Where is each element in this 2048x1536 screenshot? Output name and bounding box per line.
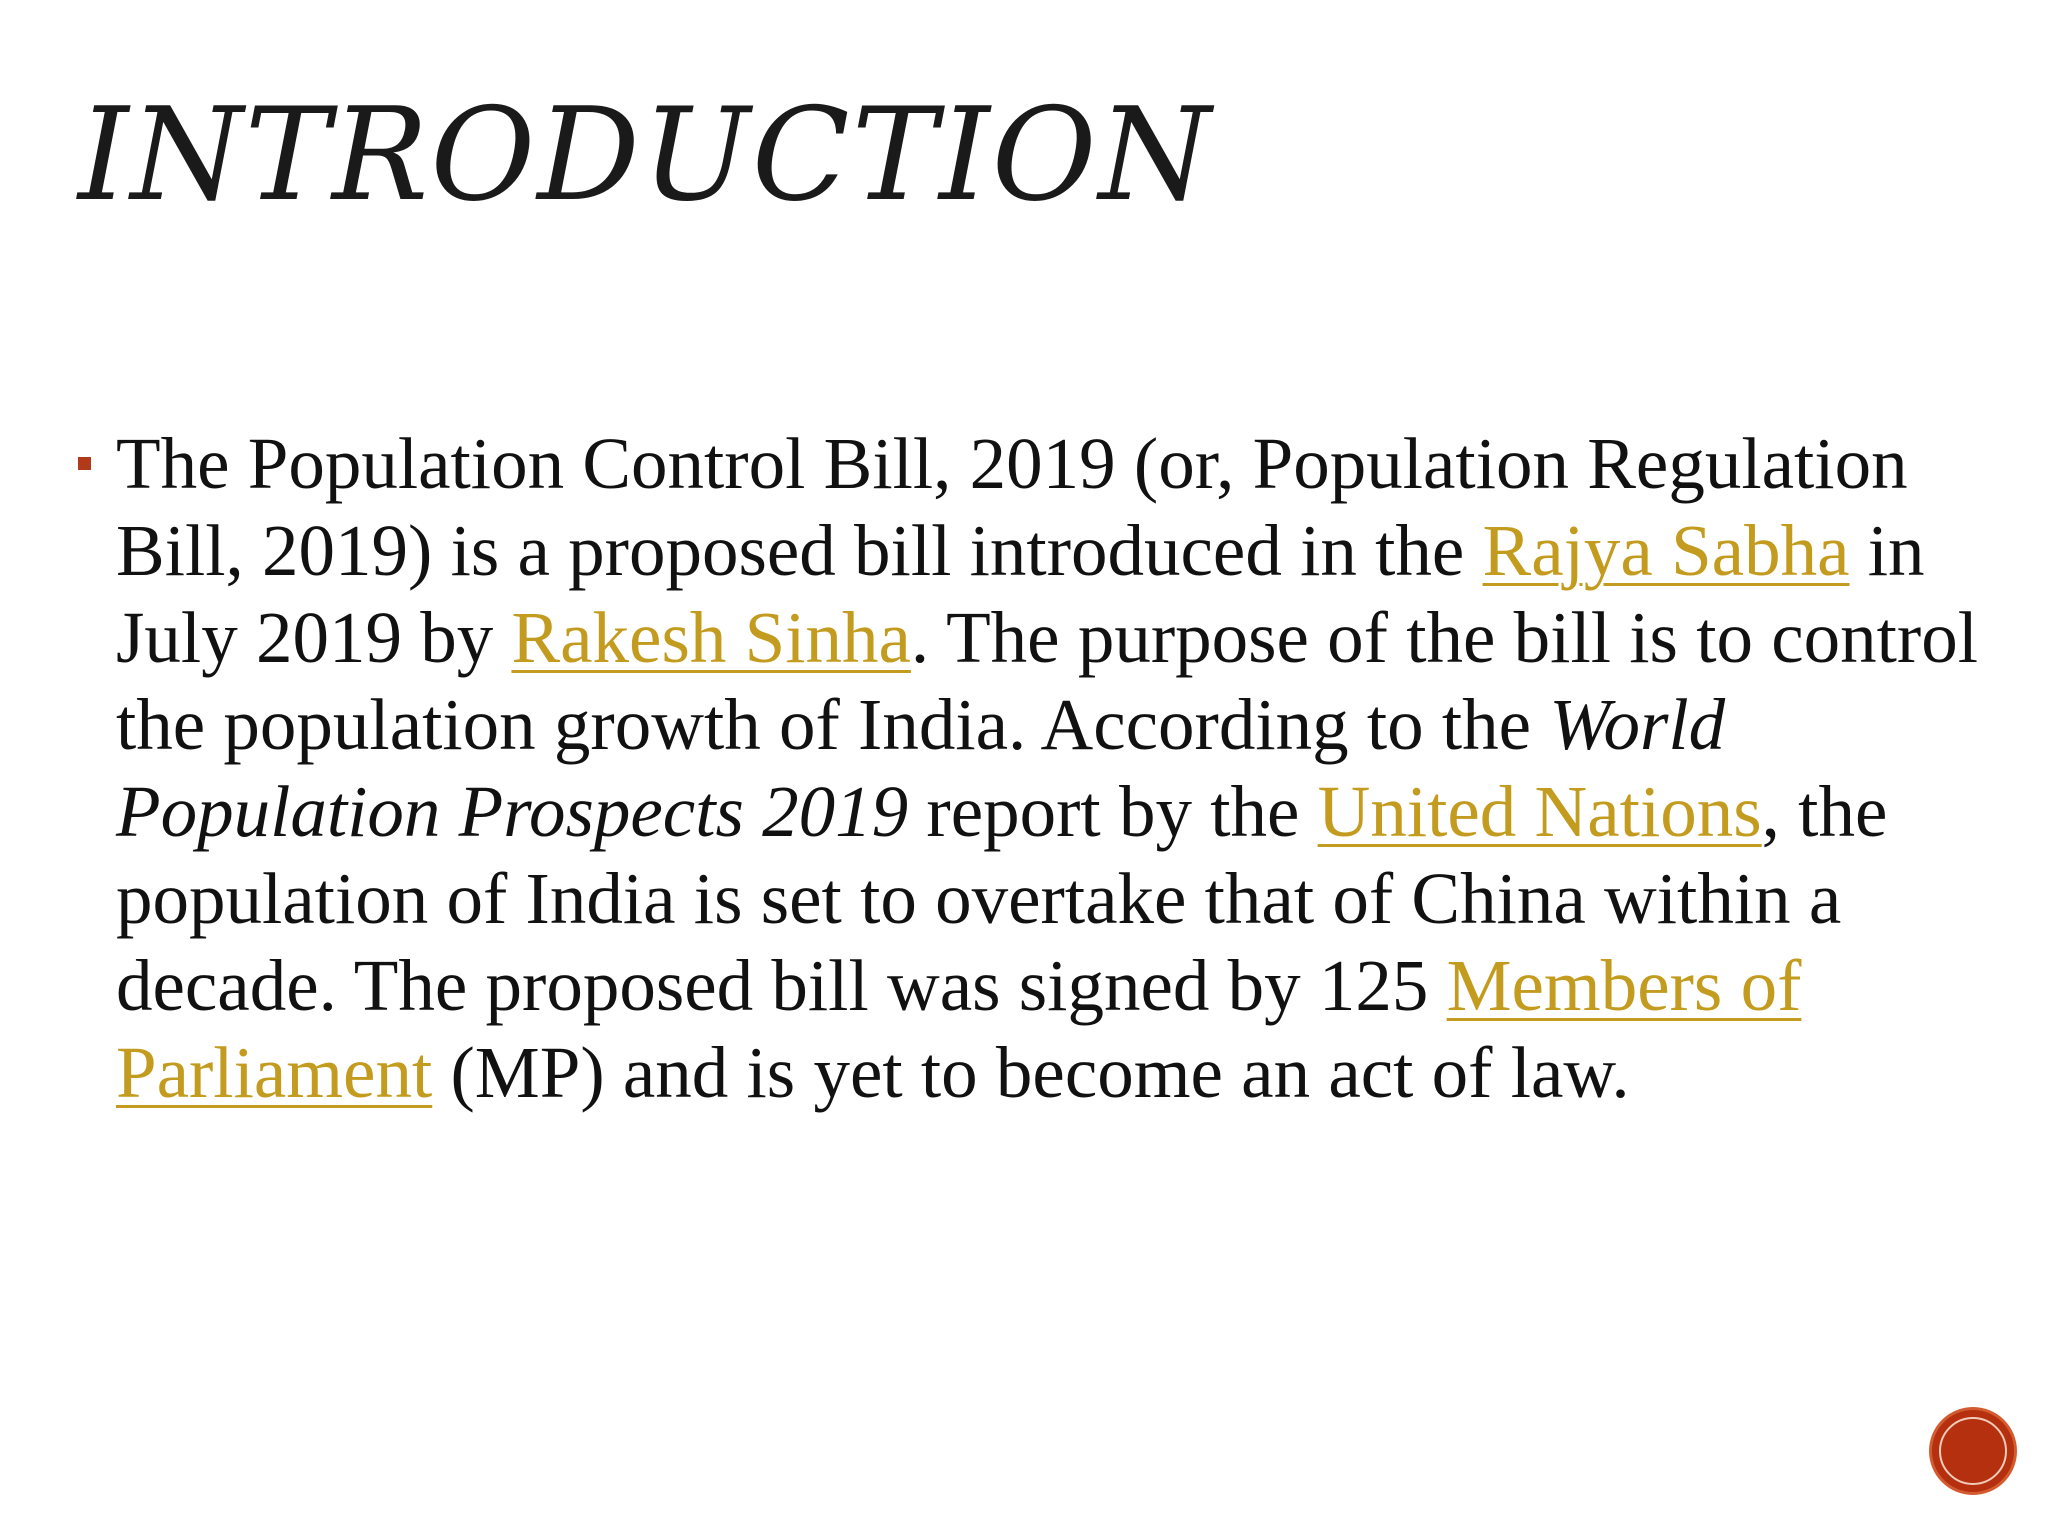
- link-members-of-parliament[interactable]: Members of Parliament: [116, 945, 1802, 1113]
- bullet-text-2: in July 2019 by: [116, 510, 1925, 678]
- bullet-item: [78, 420, 1998, 1116]
- bullet-text-6: (MP) and is yet to become an act of law.: [432, 1032, 1630, 1113]
- circle-nav-icon[interactable]: [1932, 1410, 2014, 1492]
- square-bullet-icon: [78, 457, 91, 470]
- report-title: World Population Prospects 2019: [116, 684, 1726, 852]
- link-rakesh-sinha[interactable]: Rakesh Sinha: [511, 597, 911, 678]
- bullet-text-4: report by the: [908, 771, 1318, 852]
- bullet-list: [78, 420, 1998, 1116]
- bullet-text-5: , the population of India is set to overtake that of China within a decade. The proposed bill was signed by 125: [116, 771, 1888, 1026]
- bullet-text-1: The Population Control Bill, 2019 (or, Population Regulation Bill, 2019) is a proposed bill introduced in the: [116, 423, 1908, 591]
- link-rajya-sabha[interactable]: Rajya Sabha: [1482, 510, 1850, 591]
- bullet-text-3: . The purpose of the bill is to control the population growth of India. According to the: [116, 597, 1979, 765]
- slide-title: INTRODUCTION: [78, 81, 1213, 230]
- link-united-nations[interactable]: United Nations: [1317, 771, 1762, 852]
